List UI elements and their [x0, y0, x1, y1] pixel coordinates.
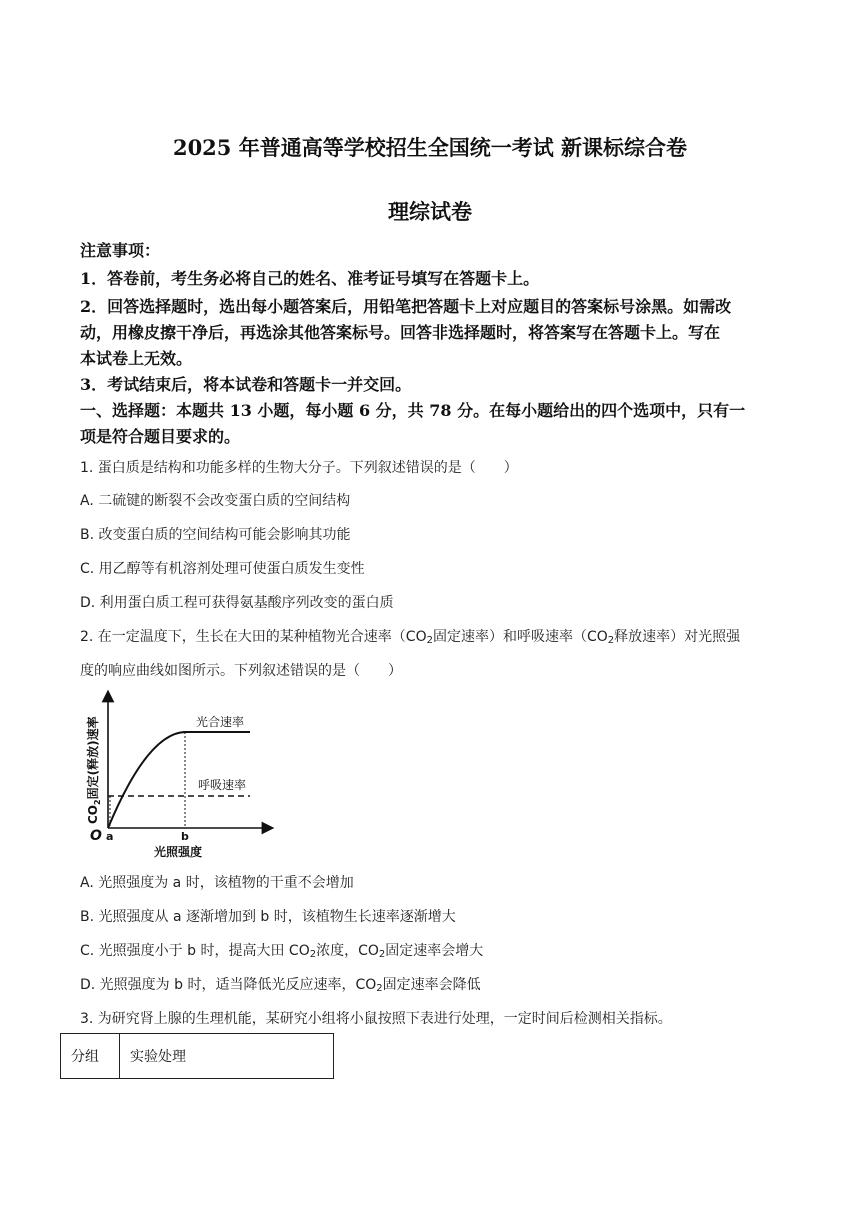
notice-item-1: 1．答卷前，考生务必将自己的姓名、准考证号填写在答题卡上。: [80, 269, 540, 288]
exam-subtitle: 理综试卷: [388, 199, 472, 224]
notice-heading: 注意事项：: [80, 241, 161, 260]
q2-option-b: B. 光照强度从 a 逐渐增加到 b 时，该植物生长速率逐渐增大: [80, 909, 456, 925]
notice-item-2-line-1: 2．回答选择题时，选出每小题答案后，用铅笔把答题卡上对应题目的答案标号涂黑。如需改: [80, 297, 732, 316]
series-label-respiration: 呼吸速率: [198, 778, 247, 792]
q2-option-a: A. 光照强度为 a 时，该植物的干重不会增加: [80, 875, 354, 891]
section-1-line-2: 项是符合题目要求的。: [80, 427, 241, 446]
notice-item-2-line-3: 本试卷上无效。: [80, 349, 193, 368]
table-header-group: 分组: [61, 1034, 120, 1079]
q2-stem-line-2: 度的响应曲线如图所示。下列叙述错误的是（ ）: [80, 663, 402, 679]
table-header-treatment: 实验处理: [120, 1034, 334, 1079]
x-tick-a: a: [106, 830, 114, 843]
y-axis-label: $CO_2$固定(释放)速率: [86, 716, 102, 824]
section-1-line-1: 一、选择题：本题共 13 小题，每小题 6 分，共 78 分。在每小题给出的四个选项中，只有一: [80, 401, 746, 420]
table-row: [61, 1034, 334, 1079]
q2-option-d: D. 光照强度为 b 时，适当降低光反应速率，$CO_2$固定速率会降低: [80, 977, 481, 994]
q2-stem-line-1: 2. 在一定温度下，生长在大田的某种植物光合速率（$CO_2$固定速率）和呼吸速率（$CO_2$释放速率）对光照强: [80, 629, 741, 646]
q1-option-d: D. 利用蛋白质工程可获得氨基酸序列改变的蛋白质: [80, 595, 394, 611]
x-tick-b: b: [181, 830, 189, 843]
q3-table: [60, 1033, 334, 1079]
q3-stem: 3. 为研究肾上腺的生理机能，某研究小组将小鼠按照下表进行处理，一定时间后检测相关指标。: [80, 1011, 672, 1027]
q1-option-a: A. 二硫键的断裂不会改变蛋白质的空间结构: [80, 493, 351, 509]
light-response-chart: [78, 688, 278, 860]
q1-option-b: B. 改变蛋白质的空间结构可能会影响其功能: [80, 527, 351, 543]
exam-title: 2025 年普通高等学校招生全国统一考试 新课标综合卷: [172, 135, 688, 160]
origin-label: O: [90, 828, 102, 844]
series-label-photosynthesis: 光合速率: [196, 715, 245, 729]
q2-option-c: C. 光照强度小于 b 时，提高大田 $CO_2$浓度，$CO_2$固定速率会增大: [80, 943, 484, 960]
notice-item-2-line-2: 动，用橡皮擦干净后，再选涂其他答案标号。回答非选择题时，将答案写在答题卡上。写在: [80, 323, 721, 342]
x-axis-label: 光照强度: [154, 845, 203, 859]
notice-item-3: 3．考试结束后，将本试卷和答题卡一并交回。: [80, 375, 412, 394]
q1-stem: 1. 蛋白质是结构和功能多样的生物大分子。下列叙述错误的是（ ）: [80, 460, 518, 476]
q1-option-c: C. 用乙醇等有机溶剂处理可使蛋白质发生变性: [80, 561, 365, 577]
